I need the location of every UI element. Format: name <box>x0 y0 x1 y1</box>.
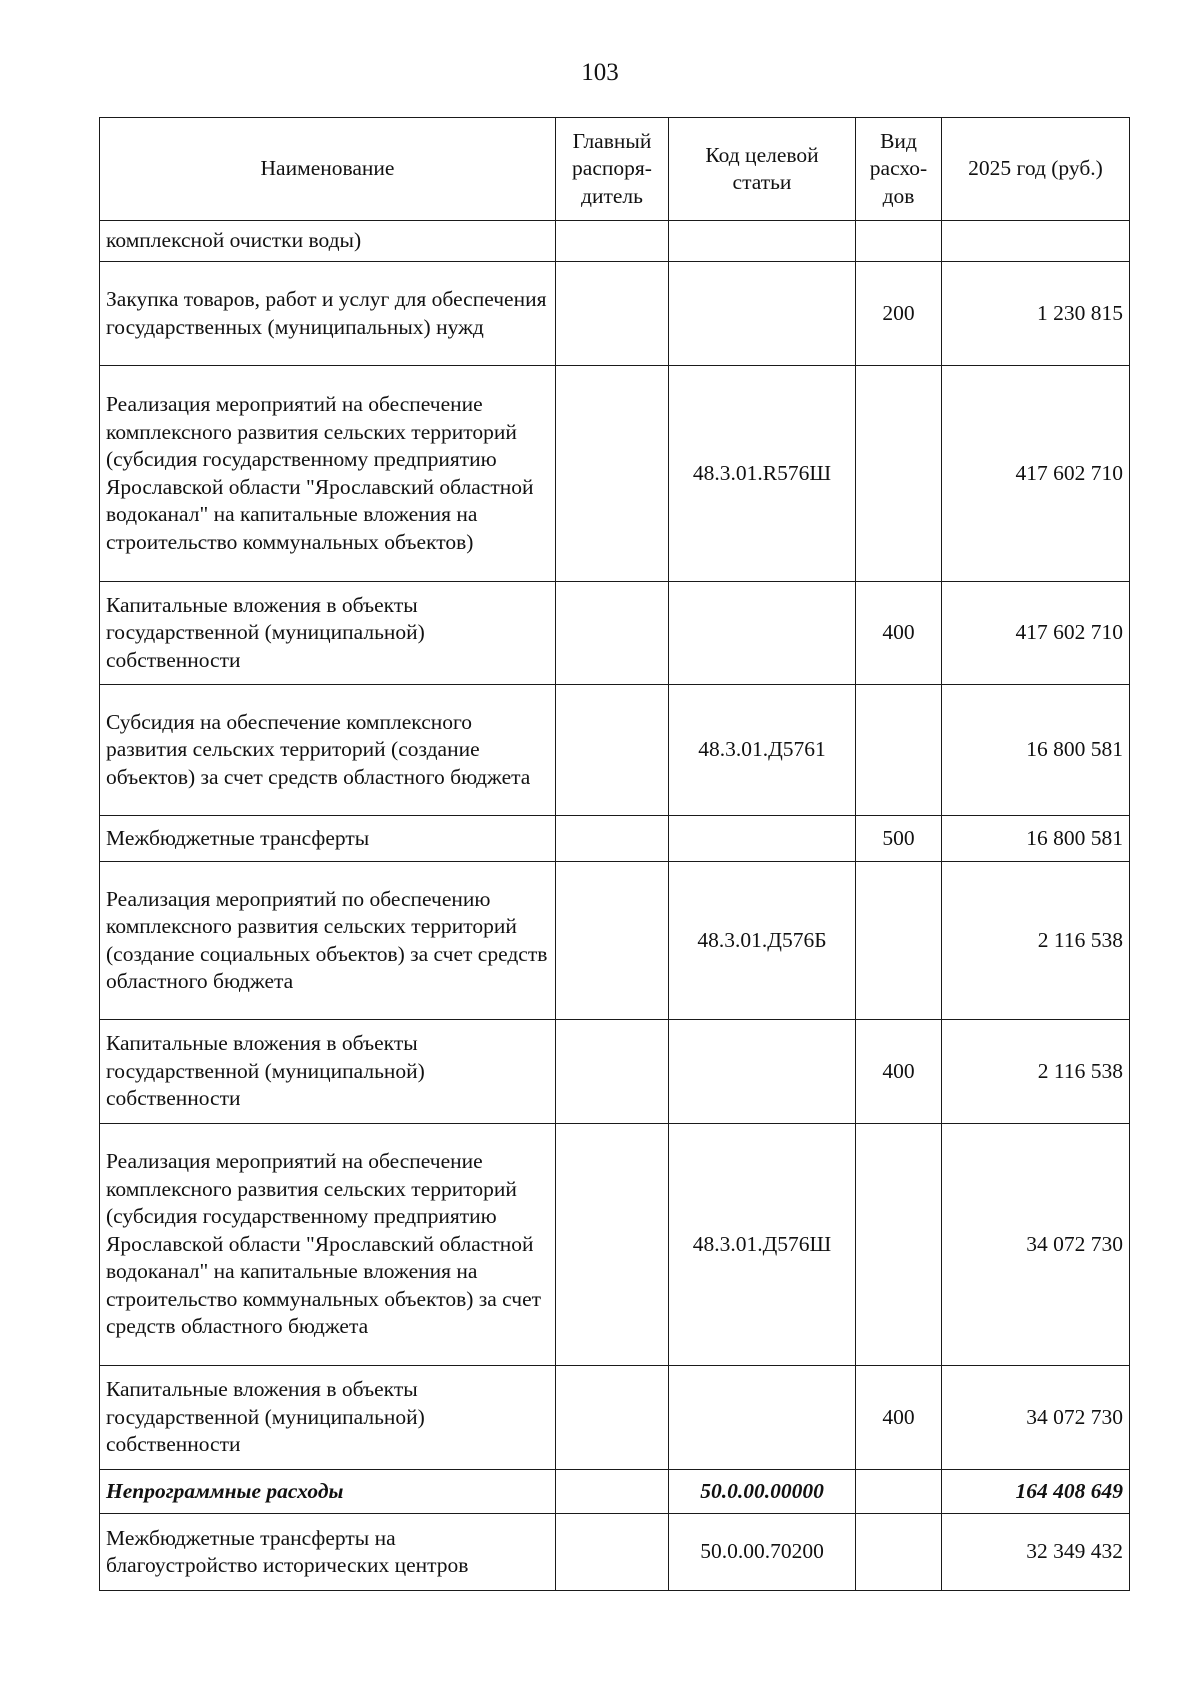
row-kind <box>856 221 942 262</box>
row-code <box>669 1020 856 1124</box>
table-row <box>100 1514 1130 1591</box>
row-amount: 16 800 581 <box>942 685 1130 816</box>
row-kind <box>856 1514 942 1591</box>
page-number: 103 <box>581 59 619 86</box>
row-name: Закупка товаров, работ и услуг для обеспечения государственных (муниципальных) нужд <box>100 262 556 366</box>
row-amount: 164 408 649 <box>942 1470 1130 1514</box>
row-name: Реализация мероприятий на обеспечение комплексного развития сельских территорий (субсидия государственному предприятию Ярославской области "Ярославский областной водоканал" на капитальные вложения на строительство коммунальных объектов) за счет средств областного бюджета <box>100 1124 556 1366</box>
row-kind <box>856 1124 942 1366</box>
header-kind: Вид расхо-дов <box>856 118 942 221</box>
table-row <box>100 582 1130 685</box>
row-kind: 400 <box>856 1020 942 1124</box>
table-row <box>100 1020 1130 1124</box>
row-amount <box>942 221 1130 262</box>
row-code: 50.0.00.70200 <box>669 1514 856 1591</box>
row-chief <box>556 816 669 862</box>
row-chief <box>556 685 669 816</box>
row-chief <box>556 1514 669 1591</box>
row-chief <box>556 1124 669 1366</box>
row-name: Капитальные вложения в объекты государственной (муниципальной) собственности <box>100 1366 556 1470</box>
row-code <box>669 1366 856 1470</box>
row-code <box>669 816 856 862</box>
row-amount: 1 230 815 <box>942 262 1130 366</box>
row-name: Капитальные вложения в объекты государственной (муниципальной) собственности <box>100 1020 556 1124</box>
row-amount: 32 349 432 <box>942 1514 1130 1591</box>
row-amount: 417 602 710 <box>942 582 1130 685</box>
header-name: Наименование <box>100 118 556 221</box>
table-row <box>100 366 1130 582</box>
row-chief <box>556 366 669 582</box>
row-kind <box>856 862 942 1020</box>
row-amount: 2 116 538 <box>942 1020 1130 1124</box>
row-code: 48.3.01.Д5761 <box>669 685 856 816</box>
row-kind <box>856 366 942 582</box>
row-amount: 34 072 730 <box>942 1366 1130 1470</box>
row-name: Капитальные вложения в объекты государственной (муниципальной) собственности <box>100 582 556 685</box>
row-code: 48.3.01.R576Ш <box>669 366 856 582</box>
row-code <box>669 221 856 262</box>
row-chief <box>556 1470 669 1514</box>
row-name: Субсидия на обеспечение комплексного развития сельских территорий (создание объектов) за счет средств областного бюджета <box>100 685 556 816</box>
row-chief <box>556 262 669 366</box>
table-row <box>100 262 1130 366</box>
header-code: Код целевой статьи <box>669 118 856 221</box>
row-name: Межбюджетные трансферты на благоустройство исторических центров <box>100 1514 556 1591</box>
row-name: Реализация мероприятий по обеспечению комплексного развития сельских территорий (создание социальных объектов) за счет средств областного бюджета <box>100 862 556 1020</box>
row-name: Непрограммные расходы <box>100 1470 556 1514</box>
row-kind <box>856 1470 942 1514</box>
table-row <box>100 685 1130 816</box>
row-name: Межбюджетные трансферты <box>100 816 556 862</box>
row-code: 50.0.00.00000 <box>669 1470 856 1514</box>
row-name: Реализация мероприятий на обеспечение комплексного развития сельских территорий (субсидия государственному предприятию Ярославской области "Ярославский областной водоканал" на капитальные вложения на строительство коммунальных объектов) <box>100 366 556 582</box>
row-kind: 400 <box>856 1366 942 1470</box>
row-code: 48.3.01.Д576Ш <box>669 1124 856 1366</box>
row-chief <box>556 582 669 685</box>
row-chief <box>556 1366 669 1470</box>
table-row <box>100 862 1130 1020</box>
row-amount: 417 602 710 <box>942 366 1130 582</box>
row-kind <box>856 685 942 816</box>
row-name: комплексной очистки воды) <box>100 221 556 262</box>
table-row <box>100 816 1130 862</box>
budget-table <box>99 117 1130 1591</box>
table-header-row <box>100 118 1130 221</box>
row-amount: 16 800 581 <box>942 816 1130 862</box>
header-amount: 2025 год (руб.) <box>942 118 1130 221</box>
row-kind: 500 <box>856 816 942 862</box>
row-code <box>669 262 856 366</box>
table-row-section <box>100 1470 1130 1514</box>
row-kind: 400 <box>856 582 942 685</box>
row-chief <box>556 1020 669 1124</box>
row-chief <box>556 221 669 262</box>
header-chief: Главный распоря-дитель <box>556 118 669 221</box>
table-row <box>100 1366 1130 1470</box>
row-code: 48.3.01.Д576Б <box>669 862 856 1020</box>
table-row <box>100 221 1130 262</box>
row-amount: 34 072 730 <box>942 1124 1130 1366</box>
row-amount: 2 116 538 <box>942 862 1130 1020</box>
row-code <box>669 582 856 685</box>
row-chief <box>556 862 669 1020</box>
row-kind: 200 <box>856 262 942 366</box>
table-row <box>100 1124 1130 1366</box>
